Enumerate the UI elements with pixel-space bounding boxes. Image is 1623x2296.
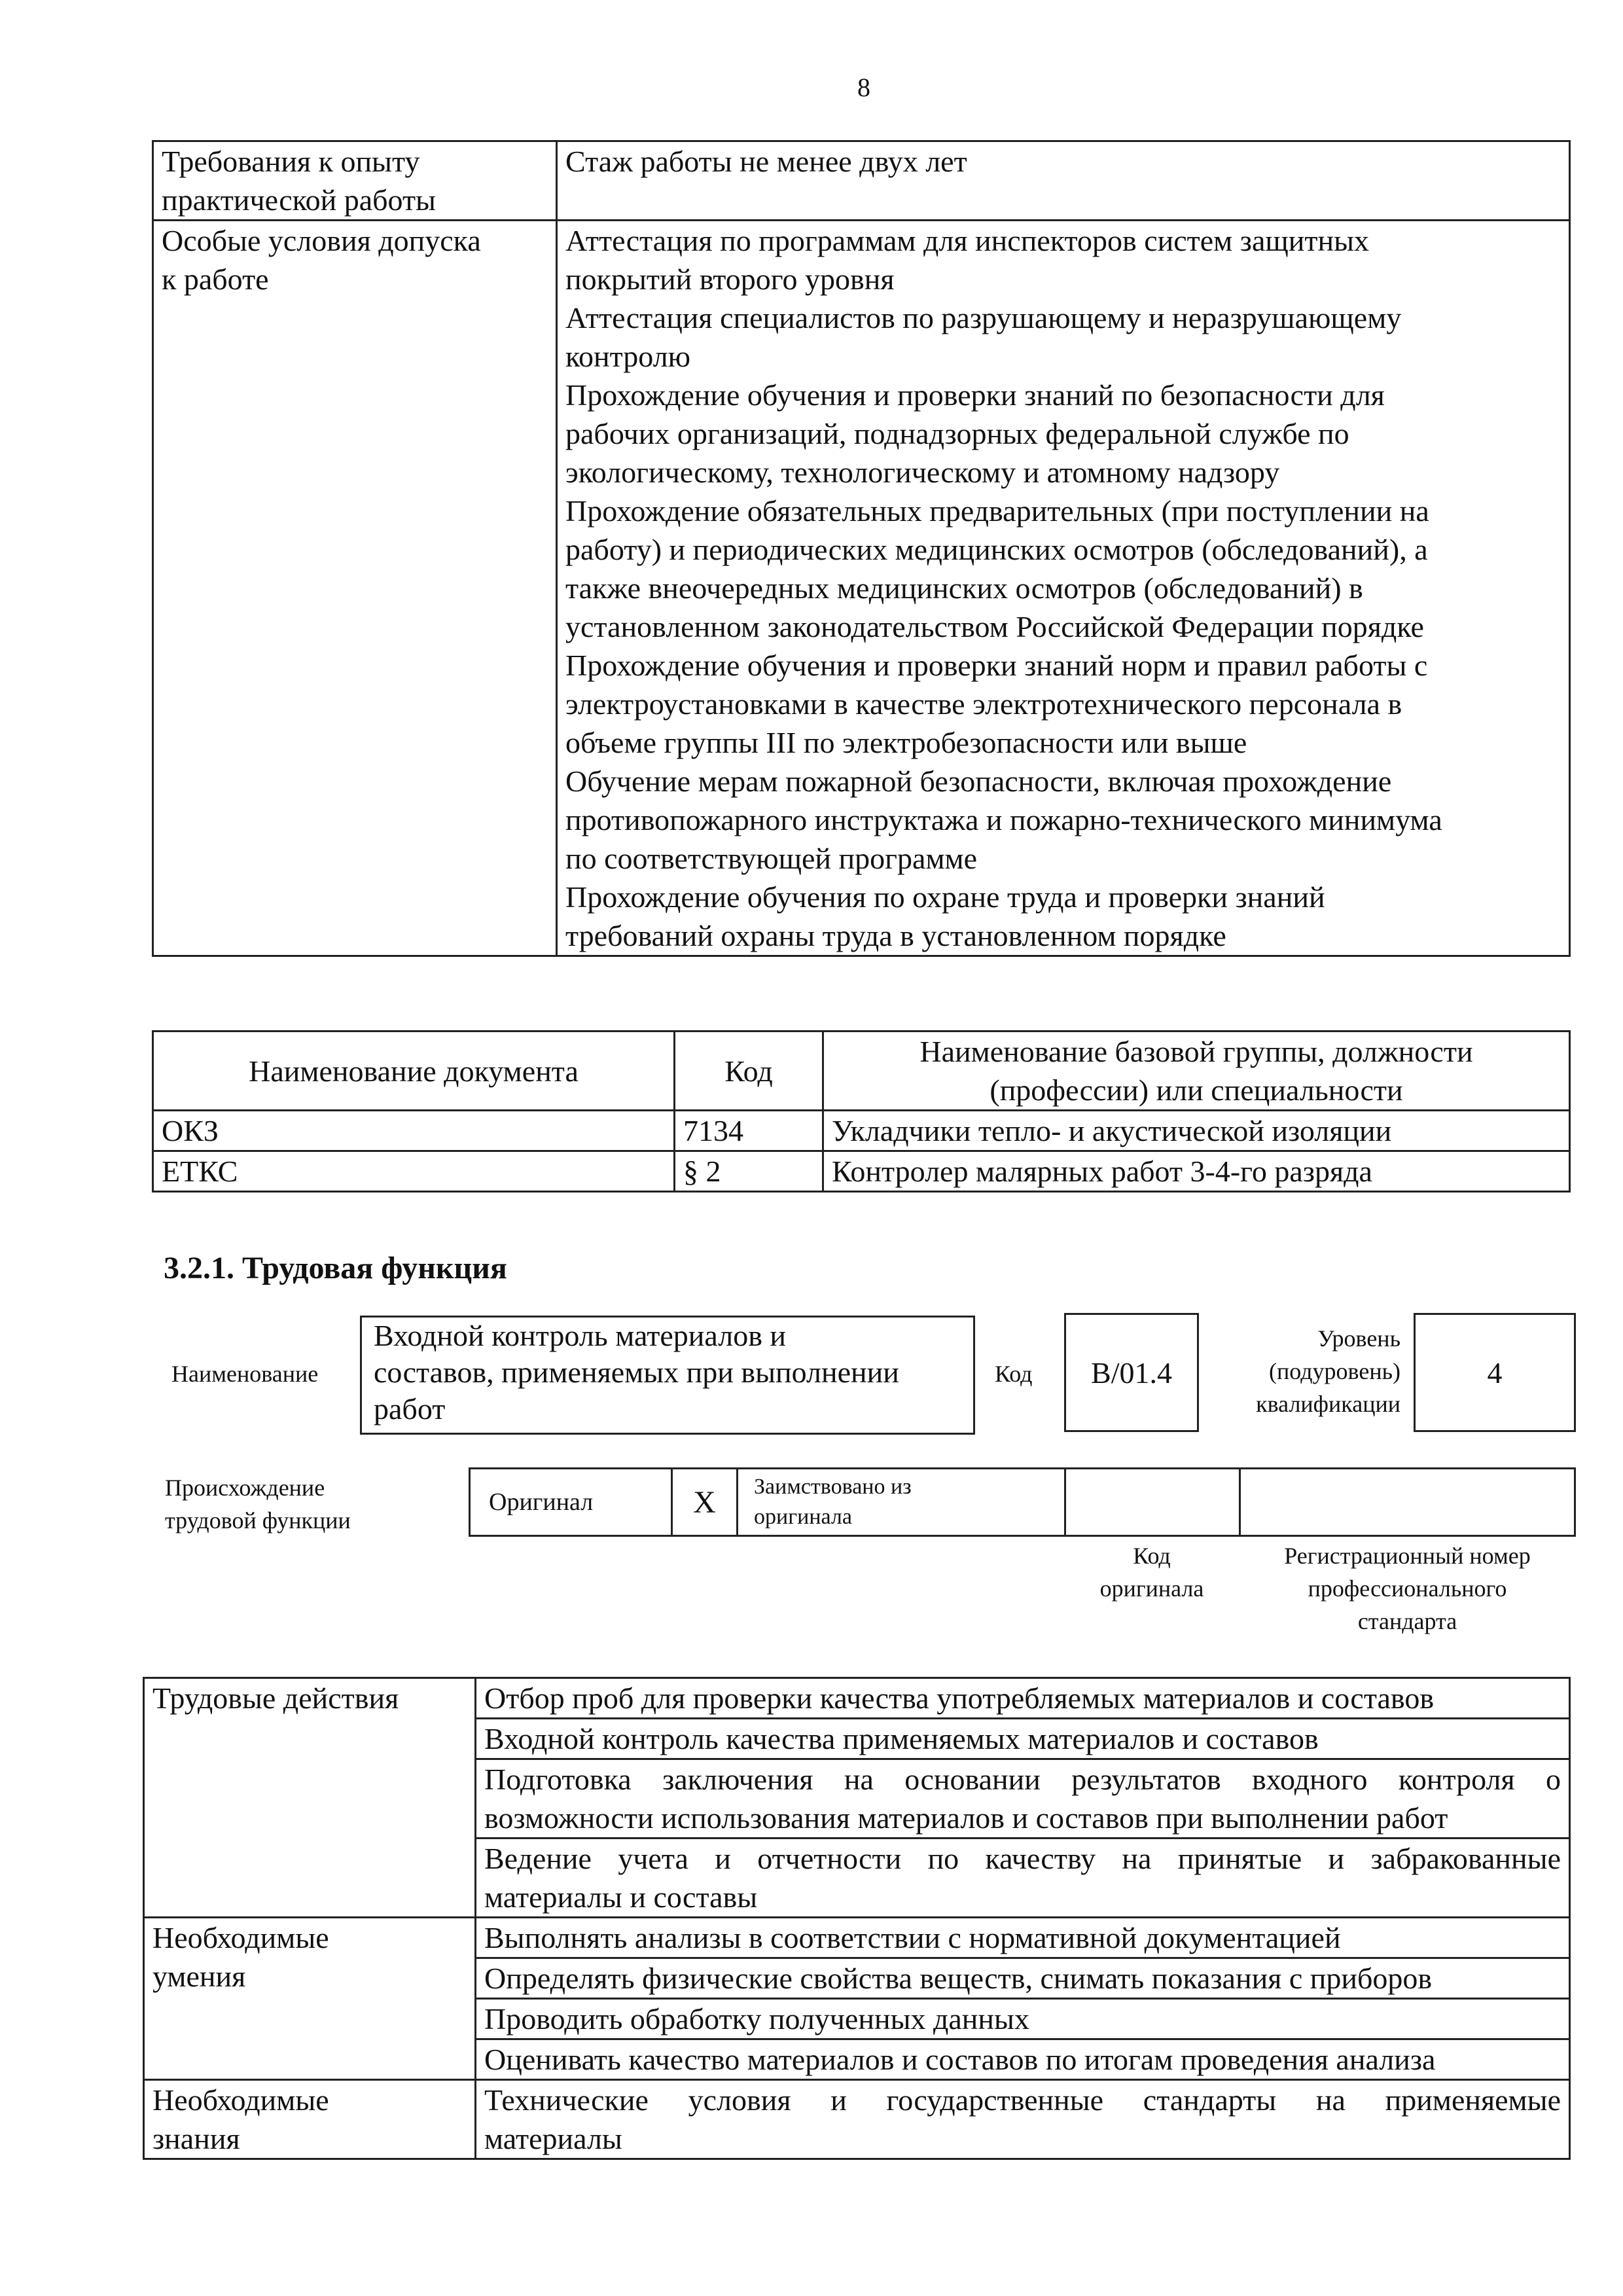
requirement-value: Стаж работы не менее двух лет [557,141,1570,221]
table-row [144,1918,1570,1958]
section-heading: 3.2.1. Трудовая функция [164,1251,507,1285]
condition-line: электроустановками в качестве электротехнического персонала в [565,687,1402,721]
origin-label: Происхождение трудовой функции [165,1475,351,1534]
table-row [144,1678,1570,1719]
condition-line: противопожарного инструктажа и пожарно-технического минимума [565,803,1442,836]
origin-code-caption: Код оригинала [1099,1543,1204,1602]
origin-mark-box: X [671,1467,738,1537]
condition-line: Прохождение обучения по охране труда и проверки знаний [565,880,1325,914]
header-group-name: Наименование базовой группы, должности (профессии) или специальности [823,1031,1570,1111]
code-label: Код [995,1361,1033,1387]
code-cell: § 2 [675,1151,823,1192]
requirement-label: Особые условия допуска к работе [153,221,557,956]
table-header-row [153,1031,1570,1111]
condition-line: установленном законодательством Российской Федерации порядке [565,610,1424,643]
list-item: Оценивать качество материалов и составов по итогам проведения анализа [476,2039,1570,2080]
condition-line: экологическому, технологическому и атомному надзору [565,456,1280,489]
condition-line: Прохождение обязательных предварительных (при поступлении на [565,494,1429,528]
condition-line: по соответствующей программе [565,842,978,875]
requirement-value [557,221,1570,956]
document-cell: ОКЗ [153,1111,675,1151]
group-label-actions: Трудовые действия [144,1678,476,1918]
origin-reg-number-box [1239,1467,1576,1537]
code-cell: 7134 [675,1111,823,1151]
condition-line: Аттестация по программам для инспекторов систем защитных [565,224,1370,257]
list-item: Подготовка заключения на основании результатов входного контроля о возможности использования материалов и составов при выполнении работ [476,1759,1570,1839]
table-row [144,2080,1570,2159]
condition-line: рабочих организаций, поднадзорных федеральной службе по [565,417,1349,450]
table-row [153,1111,1570,1151]
document-cell: ЕТКС [153,1151,675,1192]
list-item: Входной контроль качества применяемых материалов и составов [476,1719,1570,1759]
classifier-table [152,1030,1571,1193]
name-label: Наименование [171,1361,319,1387]
origin-reg-caption: Регистрационный номер профессионального стандарта [1284,1543,1531,1634]
origin-code-box [1064,1467,1241,1537]
condition-line: работу) и периодических медицинских осмотров (обследований), а [565,533,1428,566]
group-name-cell: Контролер малярных работ 3-4-го разряда [823,1151,1570,1192]
header-document: Наименование документа [153,1031,675,1111]
list-item: Ведение учета и отчетности по качеству на принятые и забракованные материалы и составы [476,1839,1570,1918]
code-value-box: B/01.4 [1064,1313,1199,1432]
condition-line: также внеочередных медицинских осмотров (обследований) в [565,571,1363,605]
requirement-label: Требования к опыту практической работы [153,141,557,221]
table-row [153,141,1570,221]
level-label: Уровень (подуровень) квалификации [1256,1325,1400,1417]
condition-line: Обучение мерам пожарной безопасности, включая прохождение [565,764,1392,798]
level-value-box: 4 [1414,1313,1576,1432]
condition-line: Прохождение обучения и проверки знаний по безопасности для [565,378,1385,412]
list-item: Отбор проб для проверки качества употребляемых материалов и составов [476,1678,1570,1719]
requirements-table [152,140,1571,957]
table-row [153,1151,1570,1192]
function-table [143,1677,1571,2160]
condition-line: покрытий второго уровня [565,262,895,296]
condition-line: Аттестация специалистов по разрушающему и неразрушающему [565,301,1402,334]
function-name-box: Входной контроль материалов и составов, применяемых при выполнении работ [360,1316,975,1435]
table-row [153,221,1570,956]
page-number: 8 [857,73,870,102]
condition-line: объеме группы III по электробезопасности или выше [565,726,1247,759]
origin-borrowed-box: Заимствовано из оригинала [736,1467,1066,1537]
list-item: Проводить обработку полученных данных [476,1999,1570,2039]
group-label-knowledge: Необходимые знания [144,2080,476,2159]
list-item: Выполнять анализы в соответствии с нормативной документацией [476,1918,1570,1958]
condition-line: требований охраны труда в установленном порядке [565,919,1226,952]
group-label-skills: Необходимые умения [144,1918,476,2080]
origin-original-box: Оригинал [469,1467,673,1537]
condition-line: контролю [565,340,691,373]
header-code: Код [675,1031,823,1111]
list-item: Определять физические свойства веществ, снимать показания с приборов [476,1958,1570,1999]
condition-line: Прохождение обучения и проверки знаний норм и правил работы с [565,649,1428,682]
group-name-cell: Укладчики тепло- и акустической изоляции [823,1111,1570,1151]
list-item: Технические условия и государственные стандарты на применяемые материалы [476,2080,1570,2159]
